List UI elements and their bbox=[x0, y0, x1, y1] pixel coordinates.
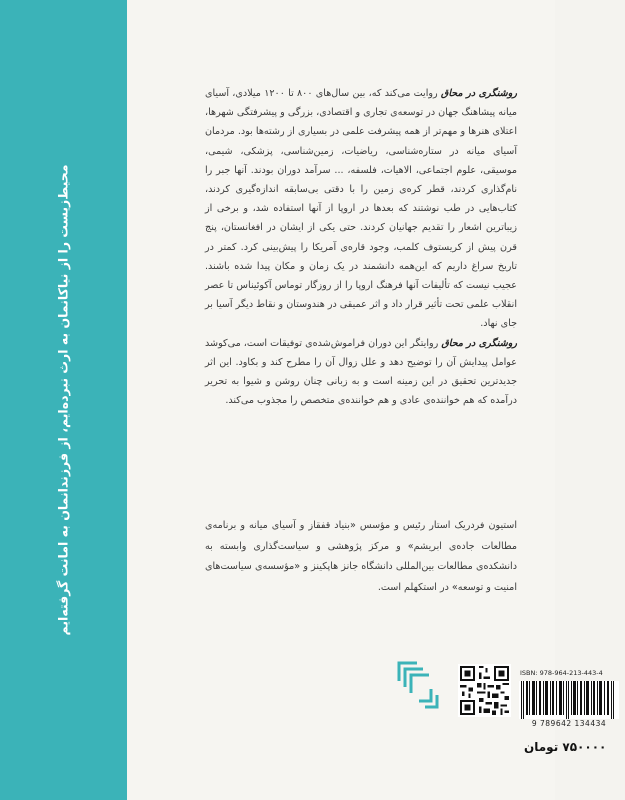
back-cover bbox=[127, 0, 607, 800]
blurb-paragraph-2 bbox=[205, 338, 517, 407]
author-bio: استیون فردریک استار رئیس و مؤسس «بنیاد قفقاز و آسیای میانه و برنامه‌ی مطالعات جاده‌ی ابریشم» و مرکز پژوهشی و سیاست‌گذاری وابسته به دانشکده‌ی مطالعات بین‌المللی دانشگاه جانز هاپکینز و «مؤسسه‌ی سیاست‌های امنیت و توسعه» در استکهلم است. bbox=[205, 520, 517, 593]
blurb-paragraph-1 bbox=[205, 88, 517, 329]
publisher-logo-icon bbox=[393, 657, 443, 714]
spine-band bbox=[0, 0, 127, 800]
barcode-icon bbox=[519, 681, 619, 719]
blurb bbox=[205, 84, 517, 410]
price-label: ۷۵۰۰۰۰ تومان bbox=[524, 740, 607, 754]
qr-code-icon bbox=[458, 664, 511, 717]
blurb-text-2: روایتگر این دوران فراموش‌شده‌ی توفیقات است، می‌کوشد عوامل پیدایش آن را توضیح دهد و علل زوال آن را مطرح کند و بکاود. این اثر جدیدترین تحقیق در این زمینه است و به زبانی چنان روشن و شیوا به تحریر درآمده که هم خواننده‌ی عادی و هم خواننده‌ی متخصص را مجذوب می‌کند. bbox=[205, 337, 517, 407]
isbn-label: ISBN: 978-964-213-443-4 bbox=[520, 669, 603, 677]
spine-quote: محیط‌زیست را از نیاکانمان به ارث نبرده‌ایم، از فرزندانمان به امانت گرفته‌ایم bbox=[55, 164, 71, 636]
barcode-digits: 9 789642 134434 bbox=[531, 719, 607, 728]
blurb-text-1: روایت می‌کند که، بین سال‌های ۸۰۰ تا ۱۲۰۰ میلادی، آسیای میانه پیشاهنگ جهان در توسعه‌ی تجاری و اقتصادی، بزرگی و پیشرفتگی شهرها، اعتلای هنرها و مهم‌تر از همه پیشرفت علمی در بسیاری از رشته‌ها بود. مردمان آسیای میانه در ستاره‌شناسی، ریاضیات، زمین‌شناسی، پزشکی، شیمی، موسیقی، علوم اجتماعی، الاهیات، فلسفه، ... سرآمد دوران بودند. آنها جبر را نام‌گذاری کردند، قطر کره‌ی زمین را با دقتی بی‌سابقه اندازه‌گیری کردند، کتاب‌هایی در طب نوشتند که بعدها در اروپا از آنها استفاده شد، و برخی از زیباترین اشعار را تقدیم جهانیان کردند. حتی یکی از ایشان در افغانستان، پنج قرن پیش از کریستوف کلمب، وجود قاره‌ی آمریکا را پیش‌بینی کرد. کمتر در تاریخ سراغ داریم که این‌همه دانشمند در یک زمان و مکان پیدا شده باشند. عجیب نیست که تألیفات آنها فرهنگ اروپا را از روزگار توماس آکوئیناس تا عصر انقلاب علمی تحت تأثیر قرار داد و اثر عمیقی در هندوستان و نقاط دیگر آسیا بر جای نهاد. bbox=[205, 88, 517, 330]
book-title-ref: روشنگری در محاق bbox=[441, 337, 517, 349]
book-title-ref: روشنگری در محاق bbox=[440, 88, 517, 99]
